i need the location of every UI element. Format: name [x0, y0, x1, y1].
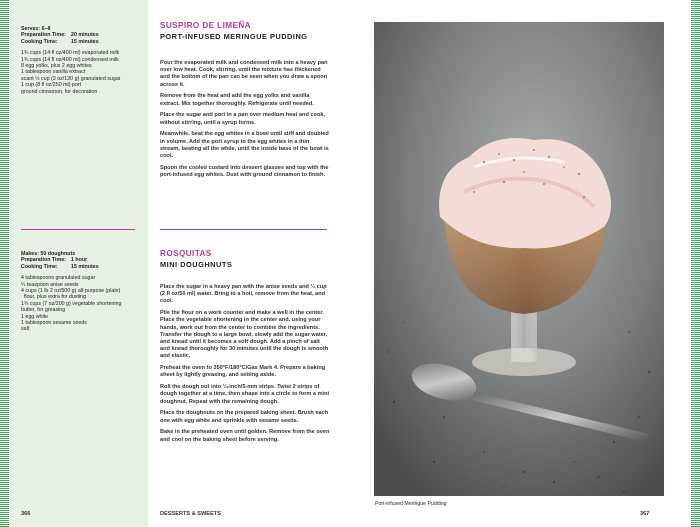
- recipe2-makes: Makes: 50 doughnuts: [21, 251, 76, 257]
- ingredient-item: ground cinnamon, for decoration: [21, 88, 98, 95]
- method-step: Spoon the cooled custard into dessert glasses and top with the port-infused egg whites. Dust with ground cinnamon to finish.: [160, 164, 329, 179]
- recipe1-cook-row: [21, 39, 139, 45]
- recipe1-title-spanish: SUSPIRO DE LIMEÑA: [160, 21, 251, 30]
- method-step: Pile the flour on a work counter and make a well in the center. Place the vegetable shortening in the center and, using your hands, work out from the center to combine the ingredients. Transfer the dough to a large bowl, slowly add the sugar water, and knead until it becomes a soft dough. Add a pinch of salt and knead thoroughly for 30 minutes until the dough is smooth and elastic.: [160, 310, 329, 360]
- ingredient-item: 1 egg white: [21, 313, 49, 320]
- recipe2-cook-label: Cooking Time:: [21, 263, 58, 270]
- method-step: Remove from the heat and add the egg yolks and vanilla extract. Mix together thoroughly. Refrigerate until needed.: [160, 93, 314, 107]
- ingredient-item: flour, plus extra for dusting: [21, 294, 87, 301]
- ingredient-item: 1¾ cups (14 fl oz/400 ml) evaporated milk: [21, 50, 120, 57]
- ingredient-item: 8 egg yolks, plus 2 egg whites: [21, 63, 92, 70]
- recipe1-ingredient-list: [21, 50, 139, 95]
- recipe1-cook-label: Cooking Time:: [21, 38, 58, 45]
- section-divider: [160, 229, 327, 230]
- ingredient-item: 1 cup (8 fl oz/250 ml) port: [21, 82, 82, 89]
- recipe2-cook-value: 15 minutes: [71, 263, 99, 270]
- sidebar-divider: [21, 229, 135, 230]
- method-step: Place the sugar in a heavy pan with the anise seeds and ¼ cup (2 fl oz/50 ml) water. Bring to a boil, remove from the heat, and cool.: [160, 284, 327, 305]
- ingredient-item: butter, for greasing: [21, 307, 66, 314]
- recipe1-main: [160, 21, 330, 184]
- recipe1-serves: Serves: 6–8: [21, 26, 51, 32]
- ingredient-item: 1 tablespoon vanilla extract: [21, 69, 86, 76]
- recipe2-sidebar-block: [21, 251, 139, 333]
- recipe2-prep-value: 1 hour: [71, 257, 88, 264]
- ingredient-item: 1¾ cups (14 fl oz/400 ml) condensed milk: [21, 56, 119, 63]
- recipe1-cook-value: 15 minutes: [71, 38, 99, 45]
- method-step: Pour the evaporated milk and condensed milk into a heavy pan over low heat. Cook, stirring, until the mixture has thickened and the bottom of the pan can be seen when you draw a spoon across it.: [160, 60, 328, 88]
- left-page-number: 366: [21, 511, 31, 517]
- method-step: Meanwhile, beat the egg whites in a bowl until stiff and doubled in volume. Add the port syrup to the egg whites in a thin stream, beating all the while, until the inside base of the bowl is cool.: [160, 131, 329, 160]
- ingredient-item: ¼ teaspoon anise seeds: [21, 281, 79, 288]
- running-footer-section: DESSERTS & SWEETS: [160, 511, 221, 517]
- recipe2-cook-row: [21, 264, 139, 270]
- recipe2-method: [160, 284, 330, 444]
- method-step: Place the doughnuts on the prepared baking sheet. Brush each one with egg white and sprinkle with sesame seeds.: [160, 410, 329, 424]
- right-page-number: 367: [640, 511, 650, 517]
- meringue-pudding-illustration: [374, 22, 664, 496]
- recipe2-prep-label: Preparation Time:: [21, 257, 66, 264]
- recipe1-prep-value: 20 minutes: [71, 32, 99, 39]
- method-step: Place the sugar and port in a pan over medium heat and cook, without stirring, until a syrup forms.: [160, 112, 326, 126]
- ingredient-item: 4 tablespoons granulated sugar: [21, 275, 96, 282]
- ingredient-item: salt: [21, 326, 30, 333]
- ingredient-item: 1¾ cups (7 oz/200 g) vegetable shortening: [21, 300, 122, 307]
- method-step: Roll the dough out into ¼-inch/5-mm strips. Twist 2 strips of dough together at a time, then shape into a circle to form a mini doughnut. Repeat with the remaining dough.: [160, 384, 330, 405]
- recipe2-ingredient-list: [21, 275, 139, 333]
- dessert-photo: [374, 22, 664, 496]
- left-page-edge-stripe: [0, 0, 9, 527]
- recipe1-method: [160, 60, 330, 179]
- recipe1-prep-label: Preparation Time:: [21, 32, 66, 39]
- recipe2-title-english: MINI DOUGHNUTS: [160, 260, 233, 269]
- recipe1-sidebar-block: [21, 26, 139, 95]
- recipe2-title-spanish: ROSQUITAS: [160, 249, 212, 258]
- ingredient-item: 1 tablespoon sesame seeds: [21, 320, 87, 327]
- recipe2-main: [160, 249, 330, 448]
- ingredient-item: scant ½ cup (3 oz/120 g) granulated sugar: [21, 75, 121, 82]
- recipe1-title-english: PORT-INFUSED MERINGUE PUDDING: [160, 32, 308, 41]
- method-step: Preheat the oven to 350°F/180°C/Gas Mark 4. Prepare a baking sheet by lightly greasing, and setting aside.: [160, 365, 326, 379]
- photo-caption: Port-infused Meringue Pudding: [375, 501, 447, 507]
- ingredient-item: 4 cups (1 lb 2 oz/500 g) all-purpose (plain): [21, 288, 121, 295]
- method-step: Bake in the preheated oven until golden. Remove from the oven and cool on the baking sheet before serving.: [160, 429, 330, 443]
- right-page-edge-stripe: [691, 0, 700, 527]
